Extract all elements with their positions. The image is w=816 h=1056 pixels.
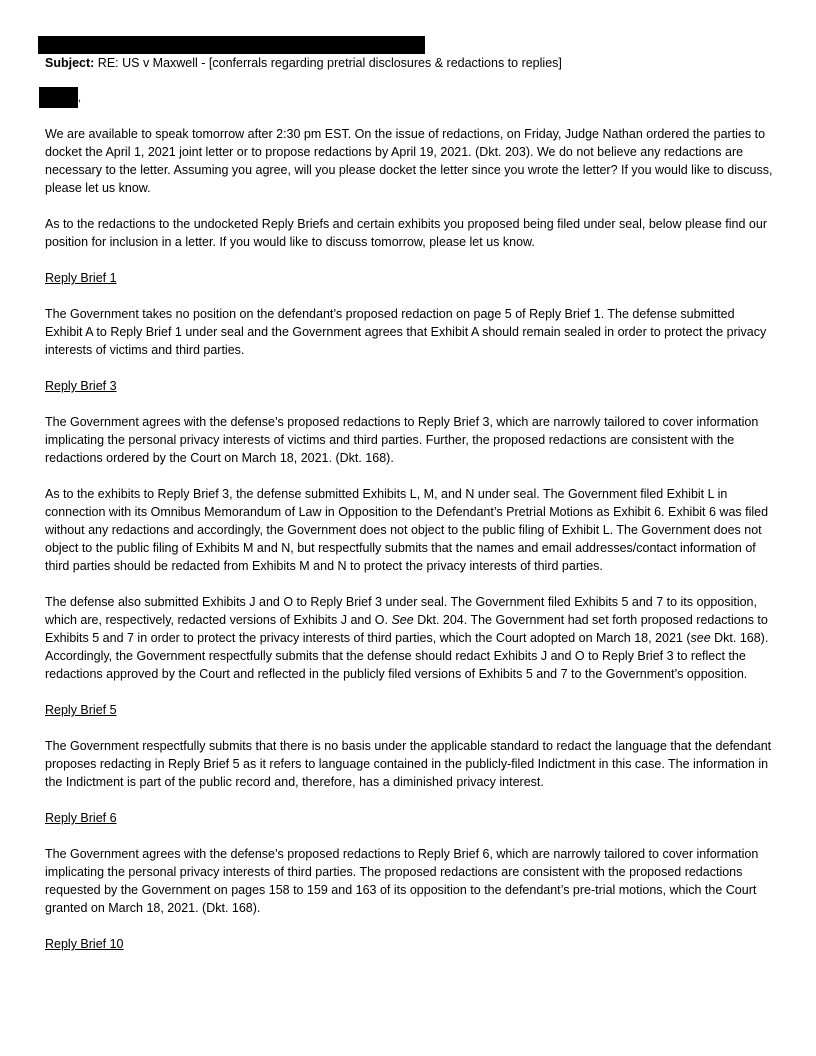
p3-part-a: The defense also submitted Exhibits J and O to Reply Brief 3 under seal. The Government filed Exhibits 5 and 7 to its opposition, which are, respectively, redacted versions of Exhibits J and O. xyxy=(45,595,757,627)
heading-reply-brief-5: Reply Brief 5 xyxy=(45,703,117,717)
reply-brief-3-paragraph-1: The Government agrees with the defense’s proposed redactions to Reply Brief 3, which are narrowly tailored to cover information implicating the personal privacy interests of victims and third parties. Further, the proposed redactions are consistent with the redactions ordered by the Court on March 18, 2021. (Dkt. 168). xyxy=(45,415,759,465)
email-subject-line xyxy=(45,55,562,71)
p3-part-c: Dkt. 168). Accordingly, the Government respectfully submits that the defense should redact Exhibits J and O to Reply Brief 3 to reflect the redactions approved by the Court and reflected in the publicly filed versions of Exhibits 5 and 7 to the Government’s opposition. xyxy=(45,631,769,681)
subject-text: RE: US v Maxwell - [conferrals regarding pretrial disclosures & redactions to replies] xyxy=(97,56,562,70)
greeting-comma: , xyxy=(78,92,82,104)
heading-reply-brief-6: Reply Brief 6 xyxy=(45,811,117,825)
p3-part-b: Dkt. 204. The Government had set forth proposed redactions to Exhibits 5 and 7 in order to protect the privacy interests of third parties, which the Court adopted on March 18, 2021 ( xyxy=(45,613,768,645)
intro-paragraph-1: We are available to speak tomorrow after 2:30 pm EST. On the issue of redactions, on Friday, Judge Nathan ordered the parties to docket the April 1, 2021 joint letter or to propose redactions by April 19, 2021. (Dkt. 203). We do not believe any redactions are necessary to the letter. Assuming you agree, will you please docket the letter since you wrote the letter? If you would like to discuss, please let us know. xyxy=(45,127,773,195)
reply-brief-3-paragraph-3 xyxy=(45,593,773,683)
redaction-bar-greeting xyxy=(39,87,78,108)
reply-brief-3-paragraph-2: As to the exhibits to Reply Brief 3, the defense submitted Exhibits L, M, and N under seal. The Government filed Exhibit L in connection with its Omnibus Memorandum of Law in Opposition to the Defendant’s Pretrial Motions as Exhibit 6. Exhibit 6 was filed without any redactions and accordingly, the Government does not object to the public filing of Exhibit L. The Government does not object to the public filing of Exhibits M and N, but respectfully submits that the names and email addresses/contact information of third parties should be redacted from Exhibits M and N to protect the privacy interests of third parties. xyxy=(45,487,769,573)
heading-reply-brief-10: Reply Brief 10 xyxy=(45,937,124,951)
intro-paragraph-2: As to the redactions to the undocketed Reply Briefs and certain exhibits you proposed being filed under seal, below please find our position for inclusion in a letter. If you would like to discuss tomorrow, please let us know. xyxy=(45,217,767,249)
heading-reply-brief-1: Reply Brief 1 xyxy=(45,271,117,285)
email-body xyxy=(45,125,773,953)
reply-brief-6-paragraph: The Government agrees with the defense’s proposed redactions to Reply Brief 6, which are narrowly tailored to cover information implicating the personal privacy interests of third parties. The proposed redactions are consistent with the proposed redactions requested by the Government on pages 158 to 159 and 163 of its opposition to the defendant’s pre-trial motions, which the Court granted on March 18, 2021. (Dkt. 168). xyxy=(45,847,759,915)
reply-brief-1-paragraph: The Government takes no position on the defendant’s proposed redaction on page 5 of Reply Brief 1. The defense submitted Exhibit A to Reply Brief 1 under seal and the Government agrees that Exhibit A should remain sealed in order to protect the privacy interests of victims and third parties. xyxy=(45,307,767,357)
reply-brief-5-paragraph: The Government respectfully submits that there is no basis under the applicable standard to redact the language that the defendant proposes redacting in Reply Brief 5 as it refers to language contained in the publicly-filed Indictment in this case. The information in the Indictment is part of the public record and, therefore, has a diminished privacy interest. xyxy=(45,739,772,789)
see-signal-1: See xyxy=(391,613,414,627)
heading-reply-brief-3: Reply Brief 3 xyxy=(45,379,117,393)
see-signal-2: see xyxy=(690,631,711,645)
redaction-bar-header xyxy=(38,36,425,54)
subject-label: Subject: xyxy=(45,56,95,70)
